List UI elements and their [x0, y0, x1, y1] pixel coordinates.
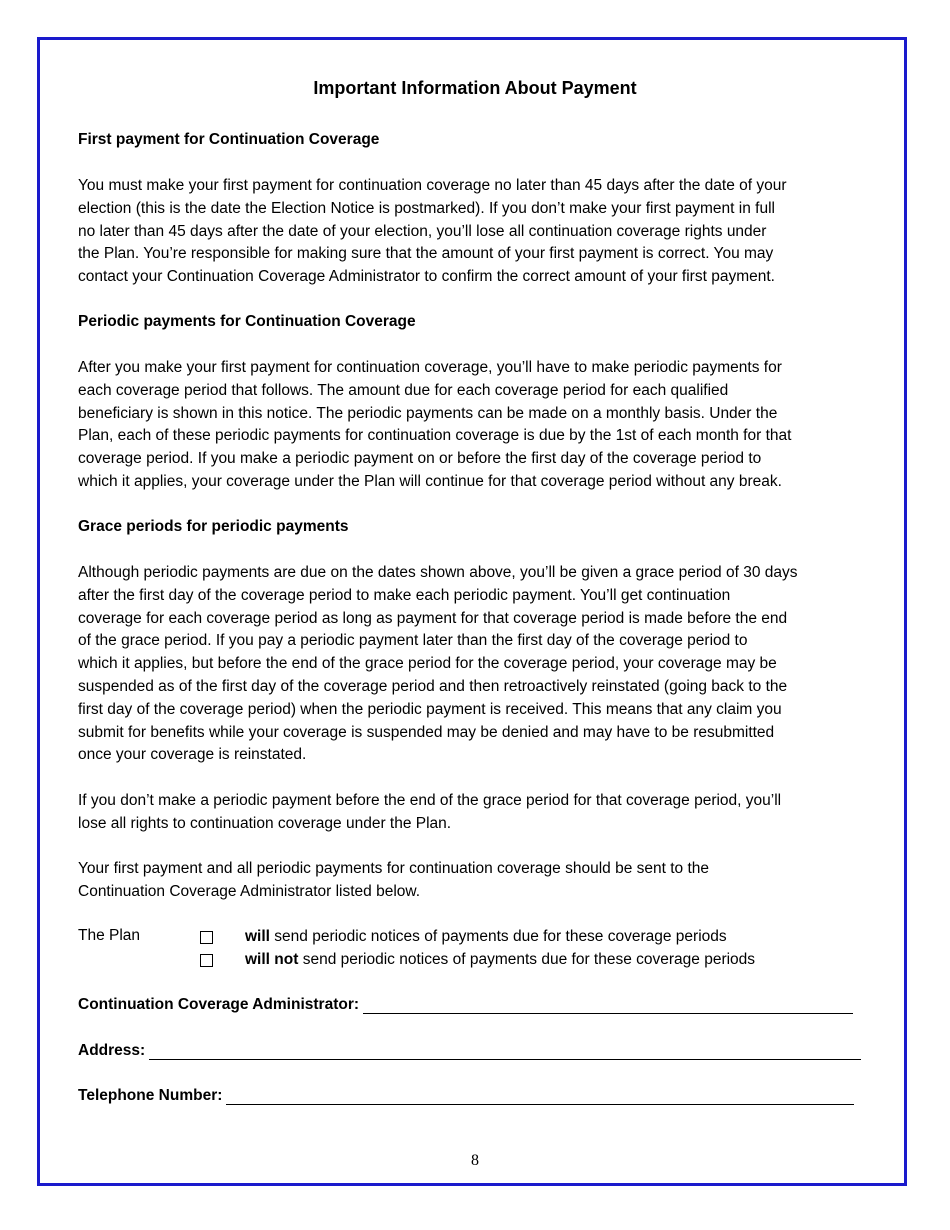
- paragraph-periodic-payments: [78, 357, 878, 494]
- text-line: first day of the coverage period) when the periodic payment is received. This means that any claim you: [78, 700, 782, 718]
- option-will-not-bold: will not: [245, 951, 299, 968]
- text-line: After you make your first payment for continuation coverage, you’ll have to make periodic payments for: [78, 359, 782, 376]
- text-line: which it applies, but before the end of the grace period for the coverage period, your coverage may be: [78, 655, 777, 673]
- paragraph-grace-periods: [78, 562, 878, 767]
- option-will-text: send periodic notices of payments due for these coverage periods: [269, 928, 727, 945]
- section-heading-grace-periods: Grace periods for periodic payments: [78, 518, 349, 535]
- text-line: Your first payment and all periodic payments for continuation coverage should be sent to the: [78, 860, 710, 877]
- paragraph-first-payment: [78, 175, 878, 289]
- text-line: If you don’t make a periodic payment before the end of the grace period for that coverage period, you’ll: [78, 792, 782, 809]
- administrator-input-line[interactable]: [363, 999, 853, 1014]
- text-line: Plan, each of these periodic payments for continuation coverage is due by the 1st of each month for that: [78, 427, 792, 445]
- page-number: 8: [471, 1152, 479, 1169]
- option-will-bold: will: [245, 928, 270, 945]
- text-line: once your coverage is reinstated.: [78, 746, 307, 764]
- text-line: lose all rights to continuation coverage under the Plan.: [78, 814, 452, 832]
- section-heading-first-payment: First payment for Continuation Coverage: [78, 131, 380, 148]
- administrator-label: Continuation Coverage Administrator:: [78, 996, 360, 1013]
- text-line: suspended as of the first day of the coverage period and then retroactively reinstated (going back to the: [78, 677, 788, 695]
- option-will-not-send: [200, 951, 755, 969]
- will-not-send-checkbox[interactable]: [200, 954, 213, 967]
- text-line: no later than 45 days after the date of your election, you’ll lose all continuation coverage rights under: [78, 222, 767, 240]
- page-title: Important Information About Payment: [313, 78, 637, 98]
- text-line: coverage period. If you make a periodic payment on or before the first day of the coverage period to: [78, 450, 762, 468]
- address-label: Address:: [78, 1042, 146, 1059]
- telephone-input-line[interactable]: [226, 1090, 854, 1105]
- section-heading-periodic-payments: Periodic payments for Continuation Coverage: [78, 313, 416, 330]
- option-will-not-text: send periodic notices of payments due for these coverage periods: [298, 951, 756, 968]
- text-line: Although periodic payments are due on the dates shown above, you’ll be given a grace period of 30 days: [78, 564, 798, 581]
- administrator-field: [78, 996, 853, 1014]
- text-line: after the first day of the coverage period to make each periodic payment. You’ll get continuation: [78, 586, 731, 604]
- text-line: the Plan. You’re responsible for making sure that the amount of your first payment is correct. You may: [78, 245, 774, 263]
- text-line: beneficiary is shown in this notice. The periodic payments can be made on a monthly basis. Under the: [78, 404, 778, 422]
- text-line: contact your Continuation Coverage Administrator to confirm the correct amount of your first payment.: [78, 268, 775, 286]
- will-send-checkbox[interactable]: [200, 931, 213, 944]
- text-line: which it applies, your coverage under the Plan will continue for that coverage period without any break.: [78, 472, 782, 490]
- text-line: Continuation Coverage Administrator listed below.: [78, 882, 421, 900]
- text-line: of the grace period. If you pay a periodic payment later than the first day of the coverage period to: [78, 632, 748, 650]
- paragraph-lose-rights: [78, 790, 878, 836]
- text-line: submit for benefits while your coverage is suspended may be denied and may have to be resubmitted: [78, 723, 775, 741]
- plan-label: The Plan: [78, 927, 141, 944]
- paragraph-send-payments: [78, 858, 878, 904]
- address-input-line[interactable]: [149, 1045, 861, 1060]
- text-line: You must make your first payment for continuation coverage no later than 45 days after the date of your: [78, 177, 787, 194]
- text-line: coverage for each coverage period as long as payment for that coverage period is made before the end: [78, 609, 788, 627]
- address-field: [78, 1042, 861, 1060]
- text-line: election (this is the date the Election Notice is postmarked). If you don’t make your first payment in full: [78, 199, 775, 217]
- telephone-label: Telephone Number:: [78, 1087, 223, 1104]
- text-line: each coverage period that follows. The amount due for each coverage period for each qualified: [78, 381, 729, 399]
- telephone-field: [78, 1087, 854, 1105]
- option-will-send: [200, 928, 727, 946]
